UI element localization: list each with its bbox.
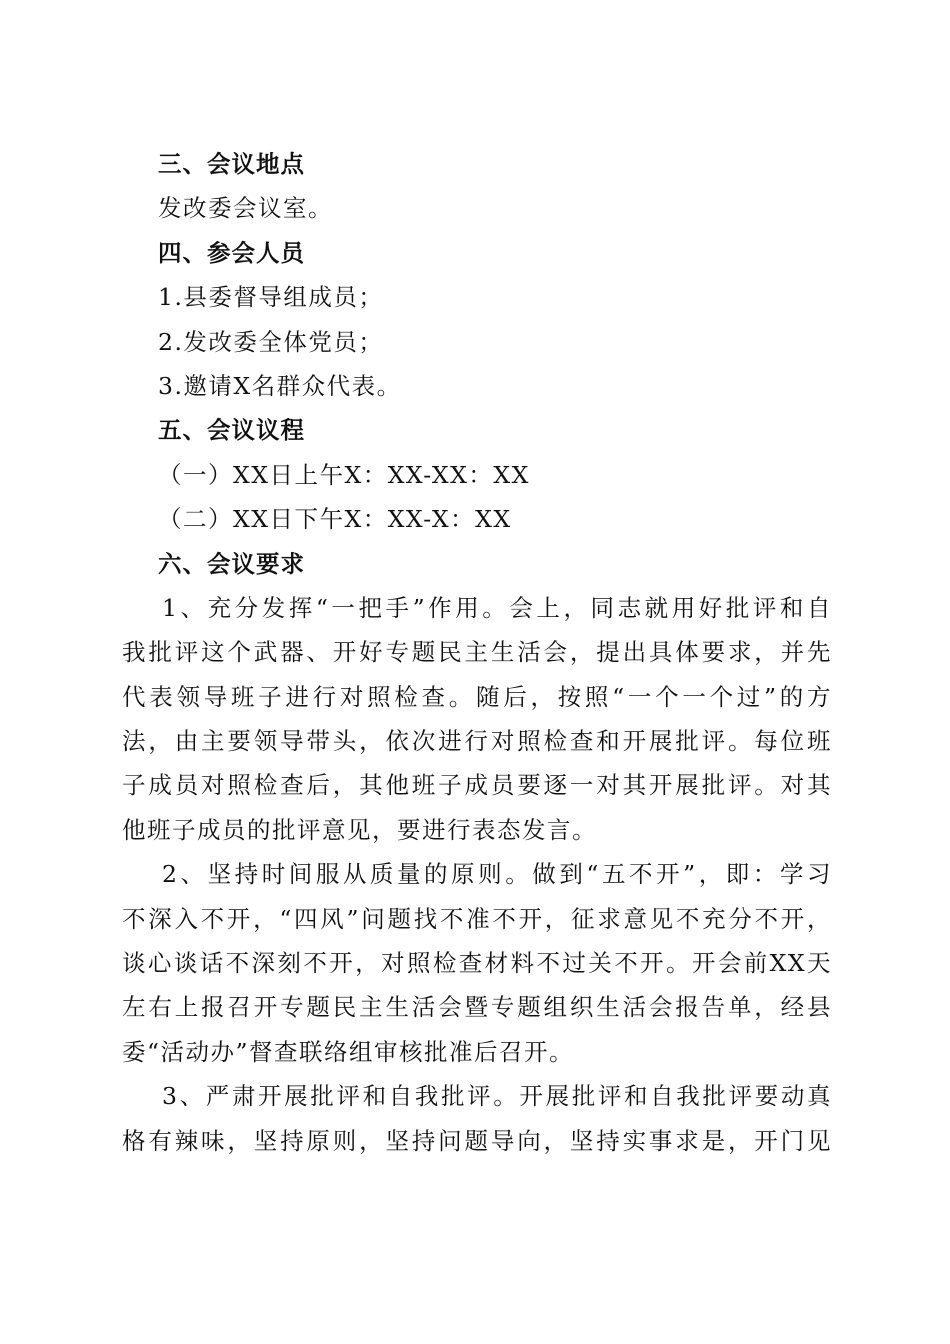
paragraph-line: 谈心谈话不深刻不开，对照检查材料不过关不开。开会前XX天 — [122, 949, 832, 978]
paragraph-line: 2、坚持时间服从质量的原则。做到“五不开”，即：学习 — [162, 860, 832, 889]
paragraph-line: 我批评这个武器、开好专题民主生活会，提出具体要求，并先 — [122, 638, 832, 667]
agenda-item: （一）XX日上午X：XX-XX：XX — [158, 460, 530, 489]
attendee-item: 3.邀请X名群众代表。 — [158, 371, 402, 400]
requirement-paragraph-2 — [122, 852, 832, 1074]
agenda-item: （二）XX日下午X：XX-X：XX — [158, 505, 512, 534]
requirement-paragraph-1 — [122, 586, 832, 852]
paragraph-line: 法，由主要领导带头，依次进行对照检查和开展批评。每位班 — [122, 727, 832, 756]
section-heading-attendees: 四、参会人员 — [158, 238, 305, 267]
paragraph-line: 格有辣味，坚持原则，坚持问题导向，坚持实事求是，开门见 — [122, 1126, 832, 1155]
paragraph-line: 3、严肃开展批评和自我批评。开展批评和自我批评要动真 — [162, 1082, 832, 1111]
paragraph-line: 子成员对照检查后，其他班子成员要逐一对其开展批评。对其 — [122, 771, 832, 800]
venue-text: 发改委会议室。 — [158, 194, 333, 223]
document-page — [122, 142, 832, 1163]
section-heading-venue: 三、会议地点 — [158, 150, 305, 178]
paragraph-line: 1、充分发挥“一把手”作用。会上，同志就用好批评和自 — [162, 593, 832, 622]
section-heading-agenda: 五、会议议程 — [158, 416, 305, 445]
attendee-item: 1.县委督导组成员； — [158, 283, 384, 312]
paragraph-line: 左右上报召开专题民主生活会暨专题组织生活会报告单，经县 — [122, 993, 832, 1022]
section-heading-requirements: 六、会议要求 — [158, 549, 305, 578]
paragraph-line: 他班子成员的批评意见，要进行表态发言。 — [122, 815, 597, 844]
requirement-paragraph-3 — [122, 1074, 832, 1163]
paragraph-line: 不深入不开，“四风”问题找不准不开，征求意见不充分不开， — [122, 904, 832, 933]
paragraph-line: 委“活动办”督查联络组审核批准后召开。 — [122, 1037, 575, 1066]
attendee-item: 2.发改委全体党员； — [158, 327, 384, 356]
paragraph-line: 代表领导班子进行对照检查。随后，按照“一个一个过”的方 — [122, 682, 832, 711]
